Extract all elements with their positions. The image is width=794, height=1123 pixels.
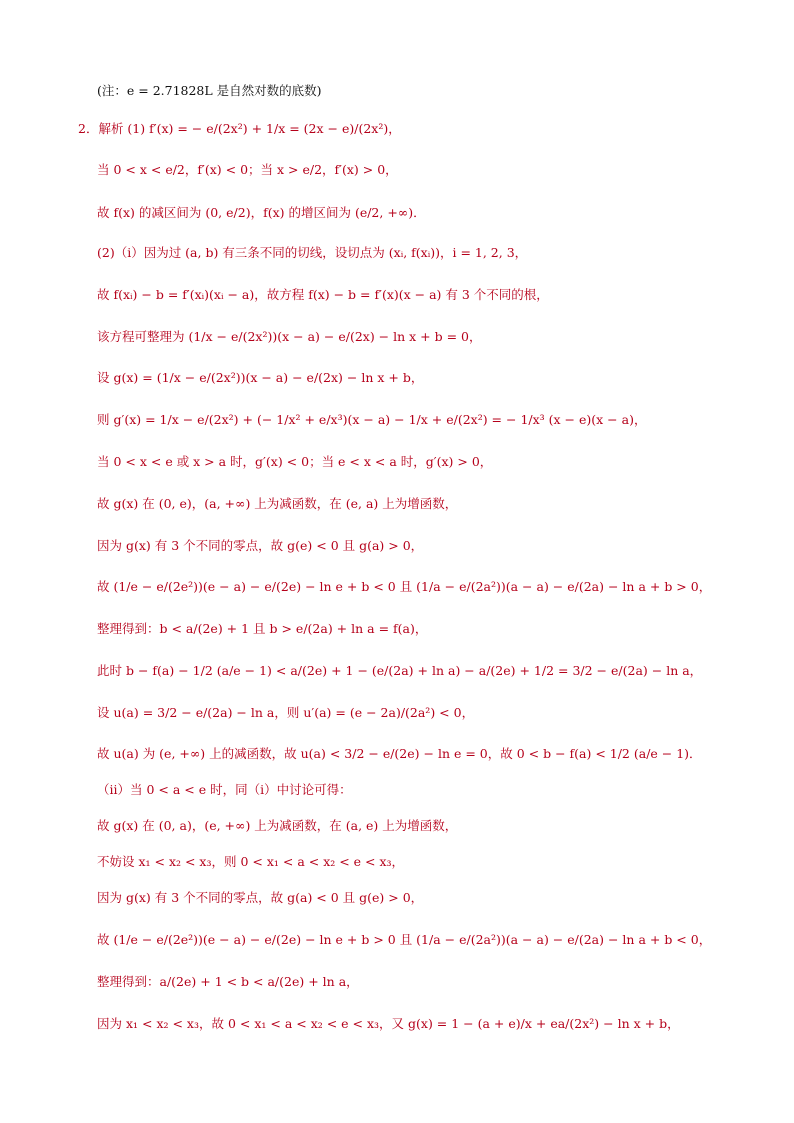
solution-line: 设 g(x) = (1/x − e/(2x²))(x − a) − e/(2x) − ln x + b， — [97, 370, 424, 385]
solution-line: 当 0 < x < e 或 x > a 时，g′(x) < 0；当 e < x < a 时，g′(x) > 0， — [97, 454, 493, 469]
solution-line: 设 u(a) = 3/2 − e/(2a) − ln a，则 u′(a) = (e − 2a)/(2a²) < 0， — [97, 705, 475, 720]
solution-line: 故 (1/e − e/(2e²))(e − a) − e/(2e) − ln e + b < 0 且 (1/a − e/(2a²))(a − a) − e/(2a) − ln a + b > 0， — [97, 579, 712, 594]
solution-line: （ⅱ）当 0 < a < e 时，同（ⅰ）中讨论可得： — [97, 782, 352, 797]
solution-line: 故 g(x) 在 (0, e)，(a, +∞) 上为减函数，在 (e, a) 上为增函数， — [97, 496, 458, 511]
solution-line: 2．解析 (1) f′(x) = − e/(2x²) + 1/x = (2x − e)/(2x²)， — [78, 121, 401, 136]
solution-line: 整理得到：a/(2e) + 1 < b < a/(2e) + ln a， — [97, 974, 359, 989]
solution-line: 因为 g(x) 有 3 个不同的零点，故 g(a) < 0 且 g(e) > 0， — [97, 890, 424, 905]
solution-line: 该方程可整理为 (1/x − e/(2x²))(x − a) − e/(2x) − ln x + b = 0， — [97, 329, 482, 344]
solution-line: 当 0 < x < e/2，f′(x) < 0；当 x > e/2，f′(x) > 0， — [97, 162, 398, 177]
solution-line: 不妨设 x₁ < x₂ < x₃，则 0 < x₁ < a < x₂ < e < x₃， — [97, 854, 405, 869]
solution-line: 故 f(xᵢ) − b = f′(xᵢ)(xᵢ − a)，故方程 f(x) − b = f′(x)(x − a) 有 3 个不同的根， — [97, 287, 549, 302]
solution-line: 故 g(x) 在 (0, a)，(e, +∞) 上为减函数，在 (a, e) 上为增函数， — [97, 818, 458, 833]
solution-line: 故 f(x) 的减区间为 (0, e/2)，f(x) 的增区间为 (e/2, +∞)． — [97, 205, 426, 220]
solution-line: 此时 b − f(a) − 1/2 (a/e − 1) < a/(2e) + 1 − (e/(2a) + ln a) − a/(2e) + 1/2 = 3/2 − e/(2a) − ln a， — [97, 663, 703, 678]
solution-line: 故 u(a) 为 (e, +∞) 上的减函数，故 u(a) < 3/2 − e/(2e) − ln e = 0，故 0 < b − f(a) < 1/2 (a/e − 1)． — [97, 746, 702, 761]
solution-line: (2)（ⅰ）因为过 (a, b) 有三条不同的切线，设切点为 (xᵢ, f(xᵢ))，i = 1, 2, 3， — [97, 245, 528, 260]
solution-line: 整理得到：b < a/(2e) + 1 且 b > e/(2a) + ln a = f(a)， — [97, 621, 428, 636]
solution-line: 故 (1/e − e/(2e²))(e − a) − e/(2e) − ln e + b > 0 且 (1/a − e/(2a²))(a − a) − e/(2a) − ln a + b < 0， — [97, 932, 712, 947]
solution-line: 因为 x₁ < x₂ < x₃，故 0 < x₁ < a < x₂ < e < x₃，又 g(x) = 1 − (a + e)/x + ea/(2x²) − ln x + b， — [97, 1016, 680, 1031]
note-line: (注：e = 2.71828L 是自然对数的底数) — [97, 83, 322, 98]
solution-line: 则 g′(x) = 1/x − e/(2x²) + (− 1/x² + e/x³)(x − a) − 1/x + e/(2x²) = − 1/x³ (x − e)(x − a)， — [97, 412, 647, 427]
solution-line: 因为 g(x) 有 3 个不同的零点，故 g(e) < 0 且 g(a) > 0， — [97, 538, 424, 553]
